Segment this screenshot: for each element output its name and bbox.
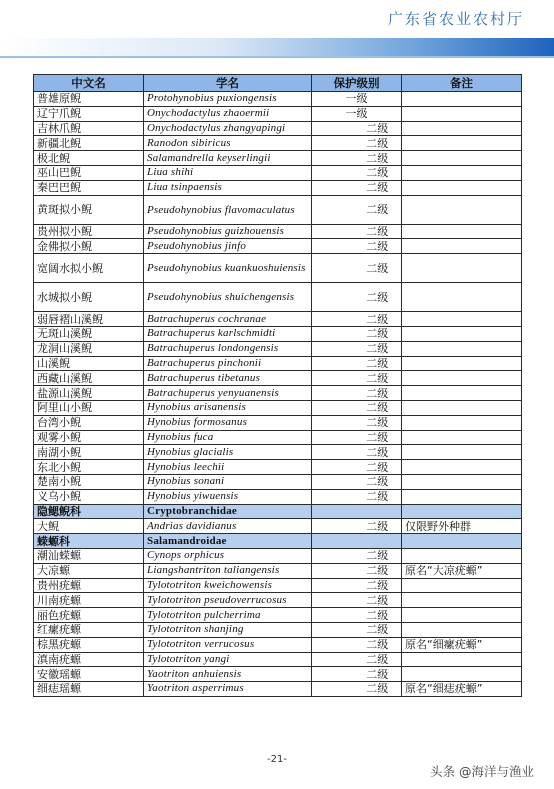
species-table xyxy=(33,74,522,697)
protection-level-label: 二级 xyxy=(366,623,389,637)
protection-level-label: 二级 xyxy=(366,224,389,238)
table-row xyxy=(34,682,522,697)
table-row xyxy=(34,667,522,682)
remarks-cell xyxy=(402,121,522,136)
chinese-name-cell: 细痣瑶螈 xyxy=(34,682,144,697)
chinese-name-cell: 新疆北鲵 xyxy=(34,136,144,151)
chinese-name-cell: 辽宁爪鲵 xyxy=(34,106,144,121)
protection-level-cell xyxy=(312,519,402,534)
table-row xyxy=(34,239,522,254)
protection-level-label: 二级 xyxy=(366,166,389,180)
protection-level-cell xyxy=(312,312,402,327)
remarks-cell xyxy=(402,386,522,401)
chinese-name-cell: 观雾小鲵 xyxy=(34,430,144,445)
remarks-cell: 仅限野外种群 xyxy=(402,519,522,534)
remarks-cell xyxy=(402,622,522,637)
scientific-name-cell: Onychodactylus zhangyapingi xyxy=(144,121,312,136)
protection-level-label: 二级 xyxy=(366,239,389,253)
table-row xyxy=(34,371,522,386)
table-row xyxy=(34,254,522,283)
table-row xyxy=(34,356,522,371)
chinese-name-cell: 弱唇褶山溪鲵 xyxy=(34,312,144,327)
remarks-cell xyxy=(402,474,522,489)
remarks-cell xyxy=(402,489,522,504)
table-header-row xyxy=(34,75,522,92)
protection-level-label: 二级 xyxy=(366,549,389,563)
remarks-cell xyxy=(402,460,522,475)
table-row xyxy=(34,195,522,224)
chinese-name-cell: 大鲵 xyxy=(34,519,144,534)
protection-level-label: 二级 xyxy=(366,564,389,578)
remarks-cell xyxy=(402,106,522,121)
scientific-name-cell: Onychodactylus zhaoermii xyxy=(144,106,312,121)
protection-level-label: 一级 xyxy=(345,92,368,106)
protection-level-cell xyxy=(312,254,402,283)
table-row xyxy=(34,136,522,151)
chinese-name-cell: 秦巴巴鲵 xyxy=(34,180,144,195)
chinese-name-cell: 安徽瑶螈 xyxy=(34,667,144,682)
table-row xyxy=(34,430,522,445)
chinese-name-cell: 吉林爪鲵 xyxy=(34,121,144,136)
protection-level-label: 二级 xyxy=(366,386,389,400)
protection-level-label: 二级 xyxy=(366,578,389,592)
table-row xyxy=(34,608,522,623)
scientific-name-cell: Batrachuperus londongensis xyxy=(144,341,312,356)
remarks-cell xyxy=(402,445,522,460)
protection-level-cell xyxy=(312,224,402,239)
scientific-name-cell: Hynobius yiwuensis xyxy=(144,489,312,504)
chinese-name-cell: 川南疣螈 xyxy=(34,593,144,608)
column-header-scientific-name: 学名 xyxy=(144,75,312,92)
remarks-cell xyxy=(402,371,522,386)
protection-level-cell xyxy=(312,151,402,166)
chinese-name-cell: 棕黑疣螈 xyxy=(34,637,144,652)
protection-level-cell xyxy=(312,682,402,697)
chinese-name-cell: 贵州拟小鲵 xyxy=(34,224,144,239)
protection-level-label: 二级 xyxy=(366,342,389,356)
remarks-cell xyxy=(402,165,522,180)
remarks-cell xyxy=(402,254,522,283)
scientific-name-cell: Hynobius arisanensis xyxy=(144,400,312,415)
table-row xyxy=(34,489,522,504)
scientific-name-cell: Tylototriton pulcherrima xyxy=(144,608,312,623)
table-row xyxy=(34,622,522,637)
remarks-cell xyxy=(402,548,522,563)
protection-level-label: 二级 xyxy=(366,312,389,326)
remarks-cell xyxy=(402,312,522,327)
table-row xyxy=(34,548,522,563)
protection-level-cell xyxy=(312,106,402,121)
protection-level-label: 二级 xyxy=(366,608,389,622)
protection-level-cell xyxy=(312,180,402,195)
chinese-name-cell: 西藏山溪鲵 xyxy=(34,371,144,386)
scientific-name-cell: Pseudohynobius flavomaculatus xyxy=(144,195,312,224)
protection-level-label: 二级 xyxy=(366,682,389,696)
protection-level-cell xyxy=(312,608,402,623)
remarks-cell xyxy=(402,326,522,341)
remarks-cell xyxy=(402,504,522,519)
protection-level-label: 二级 xyxy=(366,401,389,415)
remarks-cell xyxy=(402,430,522,445)
table-row xyxy=(34,415,522,430)
protection-level-cell xyxy=(312,460,402,475)
table-row xyxy=(34,652,522,667)
table-body xyxy=(34,92,522,697)
chinese-name-cell: 黄斑拟小鲵 xyxy=(34,195,144,224)
scientific-name-cell: Liua shihi xyxy=(144,165,312,180)
page-header-title: 广东省农业农村厅 xyxy=(387,10,524,28)
protection-level-cell xyxy=(312,667,402,682)
protection-level-label: 二级 xyxy=(366,261,389,275)
protection-level-cell xyxy=(312,356,402,371)
protection-level-cell xyxy=(312,400,402,415)
family-row xyxy=(34,504,522,519)
protection-level-label: 二级 xyxy=(366,460,389,474)
scientific-name-cell: Liangshantriton taliangensis xyxy=(144,563,312,578)
chinese-name-cell: 大凉螈 xyxy=(34,563,144,578)
table-row xyxy=(34,92,522,107)
protection-level-label: 二级 xyxy=(366,652,389,666)
table-row xyxy=(34,165,522,180)
protection-level-label: 二级 xyxy=(366,356,389,370)
protection-level-label: 一级 xyxy=(345,107,368,121)
protection-level-cell xyxy=(312,622,402,637)
scientific-name-cell: Pseudohynobius shuichengensis xyxy=(144,283,312,312)
remarks-cell xyxy=(402,534,522,549)
remarks-cell xyxy=(402,224,522,239)
remarks-cell xyxy=(402,667,522,682)
protection-level-cell xyxy=(312,371,402,386)
protection-level-cell xyxy=(312,430,402,445)
chinese-name-cell: 台湾小鲵 xyxy=(34,415,144,430)
protection-level-cell xyxy=(312,165,402,180)
source-watermark: 头条 @海洋与渔业 xyxy=(430,764,534,779)
chinese-name-cell: 龙洞山溪鲵 xyxy=(34,341,144,356)
protection-level-label: 二级 xyxy=(366,475,389,489)
chinese-name-cell: 盐源山溪鲵 xyxy=(34,386,144,401)
protection-level-cell xyxy=(312,578,402,593)
scientific-name-cell: Pseudohynobius jinfo xyxy=(144,239,312,254)
scientific-name-cell: Hynobius leechii xyxy=(144,460,312,475)
protection-level-label: 二级 xyxy=(366,181,389,195)
remarks-cell xyxy=(402,608,522,623)
protection-level-cell xyxy=(312,121,402,136)
scientific-name-cell: Batrachuperus karlschmidti xyxy=(144,326,312,341)
protection-level-label: 二级 xyxy=(366,667,389,681)
remarks-cell: 原名“细瘰疣螈” xyxy=(402,637,522,652)
remarks-cell xyxy=(402,356,522,371)
table-row xyxy=(34,474,522,489)
remarks-cell: 原名“大凉疣螈” xyxy=(402,563,522,578)
table-row xyxy=(34,578,522,593)
protection-level-cell xyxy=(312,474,402,489)
table-row xyxy=(34,445,522,460)
chinese-name-cell: 阿里山小鲵 xyxy=(34,400,144,415)
protection-level-cell xyxy=(312,534,402,549)
column-header-chinese-name: 中文名 xyxy=(34,75,144,92)
table-row xyxy=(34,312,522,327)
scientific-name-cell: Cryptobranchidae xyxy=(144,504,312,519)
remarks-cell xyxy=(402,151,522,166)
scientific-name-cell: Tylototriton pseudoverrucosus xyxy=(144,593,312,608)
protection-level-cell xyxy=(312,195,402,224)
chinese-name-cell: 义乌小鲵 xyxy=(34,489,144,504)
protection-level-cell xyxy=(312,563,402,578)
protection-level-label: 二级 xyxy=(366,151,389,165)
protection-level-label: 二级 xyxy=(366,136,389,150)
remarks-cell xyxy=(402,92,522,107)
protection-level-label: 二级 xyxy=(366,430,389,444)
table-row xyxy=(34,180,522,195)
scientific-name-cell: Yaotriton asperrimus xyxy=(144,682,312,697)
table-row xyxy=(34,283,522,312)
scientific-name-cell: Salamandroidae xyxy=(144,534,312,549)
chinese-name-cell: 无斑山溪鲵 xyxy=(34,326,144,341)
chinese-name-cell: 楚南小鲵 xyxy=(34,474,144,489)
table-row xyxy=(34,151,522,166)
chinese-name-cell: 水城拟小鲵 xyxy=(34,283,144,312)
table-row xyxy=(34,224,522,239)
remarks-cell xyxy=(402,578,522,593)
table-row xyxy=(34,121,522,136)
protection-level-label: 二级 xyxy=(366,203,389,217)
remarks-cell xyxy=(402,239,522,254)
chinese-name-cell: 金佛拟小鲵 xyxy=(34,239,144,254)
chinese-name-cell: 南湖小鲵 xyxy=(34,445,144,460)
chinese-name-cell: 丽色疣螈 xyxy=(34,608,144,623)
scientific-name-cell: Batrachuperus yenyuanensis xyxy=(144,386,312,401)
chinese-name-cell: 潮汕蝾螈 xyxy=(34,548,144,563)
scientific-name-cell: Hynobius glacialis xyxy=(144,445,312,460)
chinese-name-cell: 红瘰疣螈 xyxy=(34,622,144,637)
chinese-name-cell: 滇南疣螈 xyxy=(34,652,144,667)
protection-level-cell xyxy=(312,504,402,519)
scientific-name-cell: Tylototriton yangi xyxy=(144,652,312,667)
scientific-name-cell: Hynobius fuca xyxy=(144,430,312,445)
remarks-cell xyxy=(402,283,522,312)
scientific-name-cell: Batrachuperus cochranae xyxy=(144,312,312,327)
protection-level-label: 二级 xyxy=(366,416,389,430)
family-row xyxy=(34,534,522,549)
scientific-name-cell: Andrias davidianus xyxy=(144,519,312,534)
scientific-name-cell: Hynobius formosanus xyxy=(144,415,312,430)
table-row xyxy=(34,593,522,608)
page-number: -21- xyxy=(267,754,287,765)
protection-level-cell xyxy=(312,637,402,652)
chinese-name-cell: 东北小鲵 xyxy=(34,460,144,475)
table-row xyxy=(34,326,522,341)
protection-level-label: 二级 xyxy=(366,327,389,341)
remarks-cell xyxy=(402,341,522,356)
scientific-name-cell: Batrachuperus tibetanus xyxy=(144,371,312,386)
chinese-name-cell: 宽阔水拟小鲵 xyxy=(34,254,144,283)
scientific-name-cell: Cynops orphicus xyxy=(144,548,312,563)
remarks-cell xyxy=(402,652,522,667)
protection-level-label: 二级 xyxy=(366,445,389,459)
table-row xyxy=(34,460,522,475)
table-row xyxy=(34,341,522,356)
protection-level-label: 二级 xyxy=(366,638,389,652)
protection-level-cell xyxy=(312,341,402,356)
table-row xyxy=(34,637,522,652)
chinese-name-cell: 山溪鲵 xyxy=(34,356,144,371)
protection-level-cell xyxy=(312,239,402,254)
chinese-name-cell: 贵州疣螈 xyxy=(34,578,144,593)
protection-level-label: 二级 xyxy=(366,519,389,533)
remarks-cell: 原名“细痣疣螈” xyxy=(402,682,522,697)
protection-level-cell xyxy=(312,652,402,667)
scientific-name-cell: Yaotriton anhuiensis xyxy=(144,667,312,682)
remarks-cell xyxy=(402,593,522,608)
chinese-name-cell: 隐鳃鲵科 xyxy=(34,504,144,519)
scientific-name-cell: Tylototriton verrucosus xyxy=(144,637,312,652)
protection-level-cell xyxy=(312,593,402,608)
remarks-cell xyxy=(402,400,522,415)
protection-level-cell xyxy=(312,326,402,341)
scientific-name-cell: Hynobius sonani xyxy=(144,474,312,489)
protection-level-label: 二级 xyxy=(366,121,389,135)
table-row xyxy=(34,563,522,578)
remarks-cell xyxy=(402,195,522,224)
scientific-name-cell: Pseudohynobius guizhouensis xyxy=(144,224,312,239)
protection-level-cell xyxy=(312,548,402,563)
protection-level-cell xyxy=(312,283,402,312)
scientific-name-cell: Protohynobius puxiongensis xyxy=(144,92,312,107)
chinese-name-cell: 蝾螈科 xyxy=(34,534,144,549)
scientific-name-cell: Tylototriton shanjing xyxy=(144,622,312,637)
scientific-name-cell: Ranodon sibiricus xyxy=(144,136,312,151)
remarks-cell xyxy=(402,415,522,430)
header-decorative-band xyxy=(0,38,554,58)
protection-level-label: 二级 xyxy=(366,490,389,504)
chinese-name-cell: 极北鲵 xyxy=(34,151,144,166)
table-row xyxy=(34,400,522,415)
scientific-name-cell: Liua tsinpaensis xyxy=(144,180,312,195)
table-row xyxy=(34,106,522,121)
scientific-name-cell: Batrachuperus pinchonii xyxy=(144,356,312,371)
protection-level-cell xyxy=(312,92,402,107)
table-row xyxy=(34,386,522,401)
protection-level-cell xyxy=(312,445,402,460)
protection-level-cell xyxy=(312,415,402,430)
scientific-name-cell: Tylototriton kweichowensis xyxy=(144,578,312,593)
protection-level-cell xyxy=(312,386,402,401)
column-header-remarks: 备注 xyxy=(402,75,522,92)
protection-level-label: 二级 xyxy=(366,593,389,607)
protection-level-label: 二级 xyxy=(366,371,389,385)
scientific-name-cell: Salamandrella keyserlingii xyxy=(144,151,312,166)
remarks-cell xyxy=(402,136,522,151)
table-row xyxy=(34,519,522,534)
chinese-name-cell: 巫山巴鲵 xyxy=(34,165,144,180)
column-header-protection-level: 保护级别 xyxy=(312,75,402,92)
remarks-cell xyxy=(402,180,522,195)
chinese-name-cell: 普雄原鲵 xyxy=(34,92,144,107)
protection-level-cell xyxy=(312,489,402,504)
protection-level-cell xyxy=(312,136,402,151)
protection-level-label: 二级 xyxy=(366,290,389,304)
scientific-name-cell: Pseudohynobius kuankuoshuiensis xyxy=(144,254,312,283)
